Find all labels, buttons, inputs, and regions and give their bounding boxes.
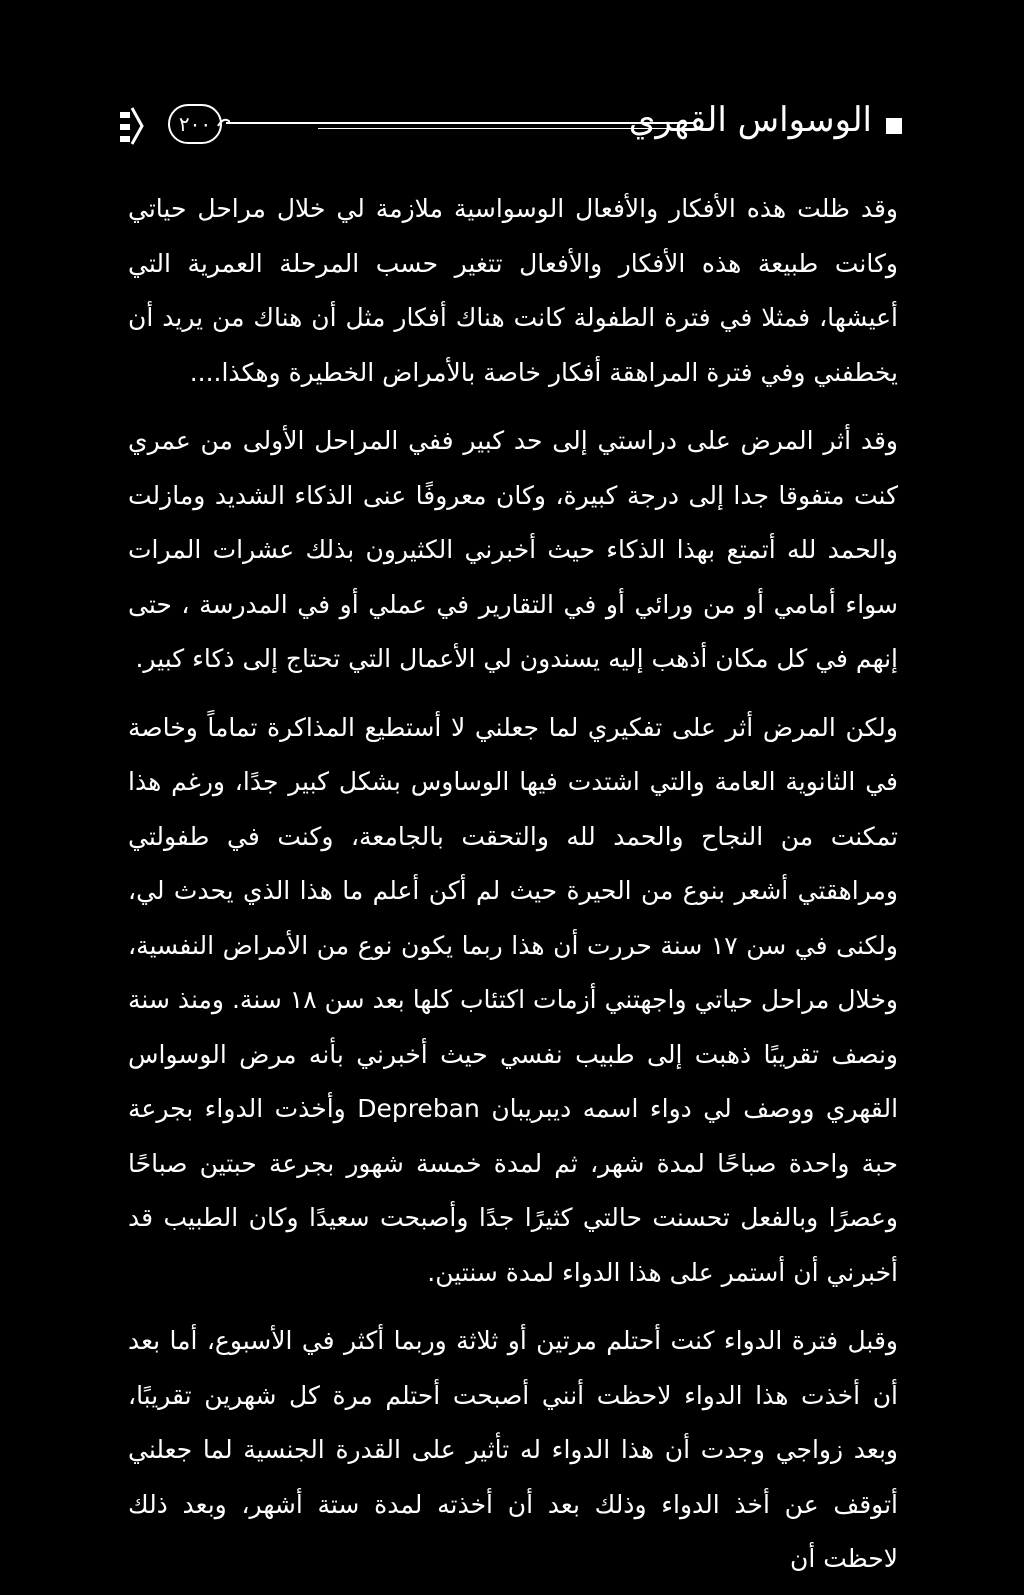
paragraph: وقبل فترة الدواء كنت أحتلم مرتين أو ثلاثة وربما أكثر في الأسبوع، أما بعد أن أخذت هذا الدواء لاحظت أنني أصبحت أحتلم مرة كل شهرين تقريبًا، وبعد زواجي وجدت أن هذا الدواء له تأثير على القدرة الجنسية لما جعلني أتوقف عن أخذ الدواء وذلك بعد أن أخذته لمدة ستة أشهر، وبعد ذلك لاحظت أن xyxy=(128,1326,898,1573)
paragraph: وقد ظلت هذه الأفكار والأفعال الوسواسية ملازمة لي خلال مراحل حياتي وكانت طبيعة هذه الأفكار والأفعال تتغير حسب المرحلة العمرية التي أعيشها، فمثلا في فترة الطفولة كانت هناك أفكار مثل أن هناك من يريد أن يخطفني وفي فترة المراهقة أفكار خاصة بالأمراض الخطيرة وهكذا.... xyxy=(128,194,898,387)
square-marker-icon xyxy=(886,118,902,134)
body-text xyxy=(128,182,898,1595)
page-number: ٢٠٠ xyxy=(168,104,222,144)
paragraph: ولكن المرض أثر على تفكيري لما جعلني لا أستطيع المذاكرة تماماً وخاصة في الثانوية العامة والتي اشتدت فيها الوساوس بشكل كبير جدًا، ورغم هذا تمكنت من النجاح والحمد لله والتحقت بالجامعة، وكنت في طفولتي ومراهقتي أشعر بنوع من الحيرة حيث لم أكن أعلم ما هذا الذي يحدث لي، ولكنى في سن ١٧ سنة حررت أن هذا ربما يكون نوع من الأمراض النفسية، وخلال مراحل حياتي واجهتني أزمات اكتئاب كلها بعد سن ١٨ سنة. ومنذ سنة ونصف تقريبًا ذهبت إلى طبيب نفسي حيث أخبرني بأنه مرض الوسواس القهري ووصف لي دواء اسمه ديبريبان Depreban وأخذت الدواء بجرعة حبة واحدة صباحًا لمدة شهر، ثم لمدة خمسة شهور بجرعة حبتين صباحًا وعصرًا وبالفعل تحسنت حالتي كثيرًا جدًا وأصبحت سعيدًا وكان الطبيب قد أخبرني أن أستمر على هذا الدواء لمدة سنتين. xyxy=(128,712,899,1287)
running-title: الوسواس القهري xyxy=(628,100,872,140)
header-rule-thin xyxy=(318,128,674,129)
page-header xyxy=(118,92,904,156)
paragraph: وقد أثر المرض على دراستي إلى حد كبير ففي المراحل الأولى من عمري كنت متفوقا جدا إلى درجة كبيرة، وكان معروفًا عنى الذكاء الشديد ومازلت والحمد لله أتمتع بهذا الذكاء حيث أخبرني الكثيرون بذلك عشرات المرات سواء أمامي أو من ورائي أو في التقارير في عملي أو في المدرسة ، حتى إنهم في كل مكان أذهب إليه يسندون لي الأعمال التي تحتاج إلى ذكاء كبير. xyxy=(128,426,898,673)
header-rule xyxy=(226,122,694,124)
